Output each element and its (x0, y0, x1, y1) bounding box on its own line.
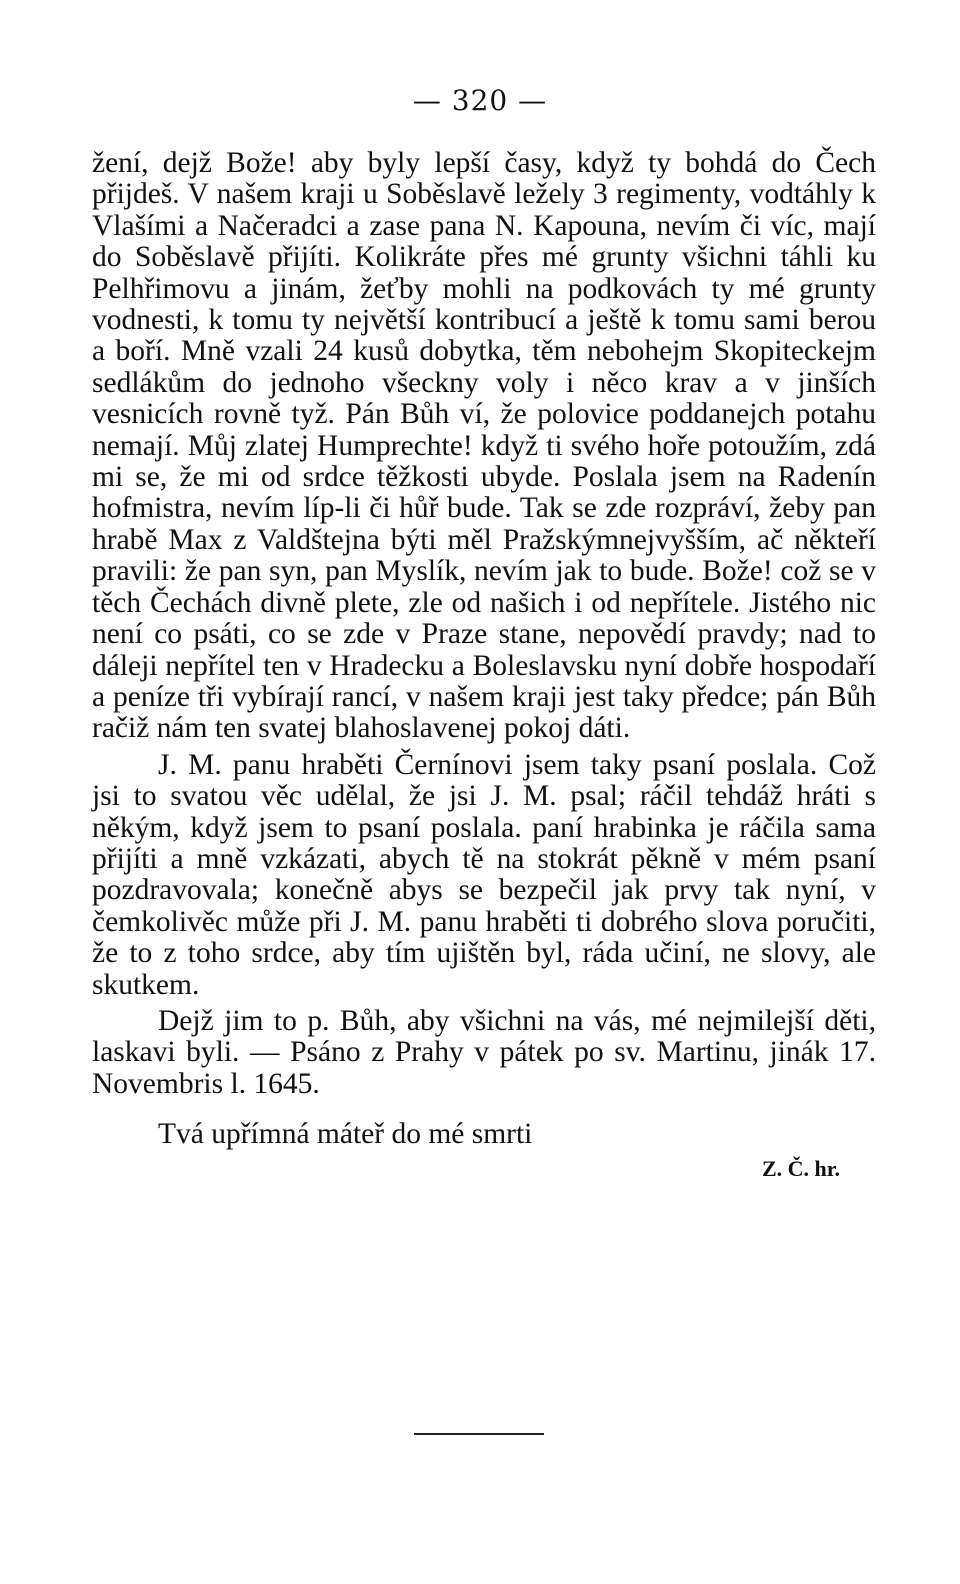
letter-signature: Z. Č. hr. (761, 1156, 840, 1182)
page-number: — 320 — (412, 84, 548, 117)
letter-body (92, 148, 876, 1182)
paragraph-3: Dejž jim to p. Bůh, aby všichni na vás, mé nejmilejší děti, laskavi byli. — Psáno z Prahy v pátek po sv. Martinu, jinák 17. Novembris l. 1645. (92, 1004, 876, 1100)
paragraph-1: žení, dejž Bože! aby byly lepší časy, když ty bohdá do Čech přijdeš. V našem kraji u Soběslavě ležely 3 regimenty, vodtáhly k Vlašími a Načeradci a zase pana N. Kapouna, nevím či víc, mají do Soběslavě přijíti. Kolikráte přes mé grunty všichni táhli ku Pelhřimovu a jinám, žeťby mohli na podkovách ty mé grunty vodnesti, k tomu ty největší kontribucí a ještě k tomu sami berou a boří. Mně vzali 24 kusů dobytka, těm nebohejm Skopiteckejm sedlákům do jednoho všeckny voly i něco krav a v jinších vesnicích rovně tyž. Pán Bůh ví, že polovice poddanejch potahu nemají. Můj zlatej Humprechte! když ti svého hoře potoužím, zdá mi se, že mi od srdce těžkosti ubyde. Poslala jsem na Radenín hofmistra, nevím líp-li či hůř bude. Tak se zde rozpráví, žeby pan hrabě Max z Valdštejna býti měl Pražskýmnejvyšším, ač někteří pravili: že pan syn, pan Myslík, nevím jak to bude. Bože! což se v těch Čechách divně plete, zle od našich i od nepřítele. Jistého nic není co psáti, co se zde v Praze stane, nepovědí pravdy; nad to dáleji nepřítel ten v Hradecku a Boleslavsku nyní dobře hospodaří a peníze tři vybírají rancí, v našem kraji jest taky předce; pán Bůh račiž nám ten svatej blahoslavenej pokoj dáti. (92, 147, 876, 745)
letter-closing: Tvá upřímná máteř do mé smrti (158, 1118, 533, 1151)
paragraph-2: J. M. panu hraběti Černínovi jsem taky psaní poslala. Což jsi to svatou věc udělal, že jsi J. M. psal; ráčil tehdáž hráti s někým, když jsem to psaní poslala. paní hrabinka je ráčila sama přijíti a mně vzkázati, abych tě na stokrát pěkně v mém psaní pozdravovala; konečně abys se bezpečil jak prvy tak nyní, v čemkolivěc může při J. M. panu hraběti ti dobrého slova poručiti, že to z toho srdce, aby tím ujištěn byl, ráda učiní, ne slovy, ale skutkem. (92, 748, 876, 1001)
footer-rule (414, 1433, 544, 1435)
